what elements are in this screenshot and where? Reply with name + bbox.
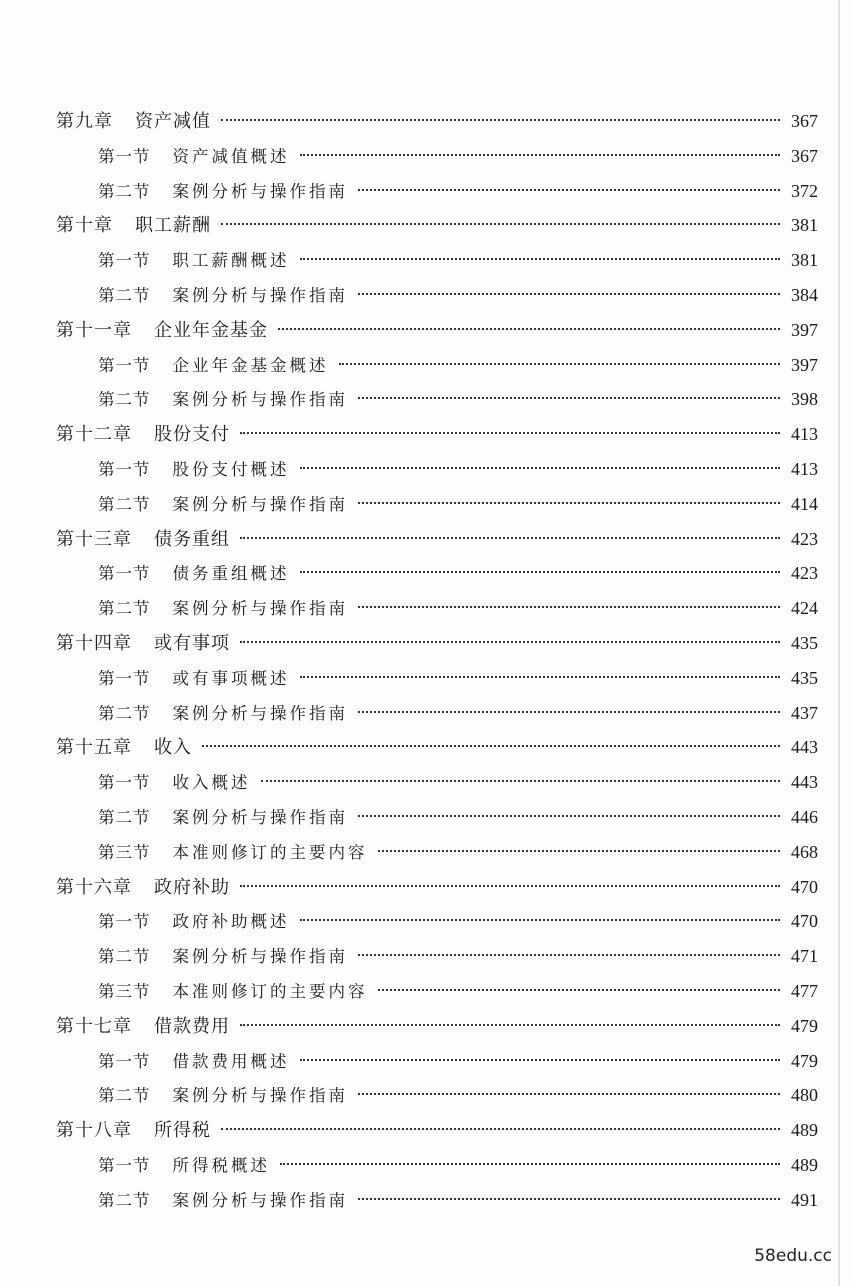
chapter-number: 第十二章 bbox=[56, 424, 132, 446]
page-number: 384 bbox=[791, 284, 818, 305]
page-number: 471 bbox=[791, 946, 818, 967]
section-title: 债务重组概述 bbox=[172, 564, 290, 584]
dot-leader bbox=[300, 154, 781, 156]
page-number: 381 bbox=[791, 215, 818, 236]
toc-section-row[interactable] bbox=[56, 1044, 818, 1079]
toc-chapter-row[interactable] bbox=[56, 1113, 818, 1148]
section-number: 第二节 bbox=[98, 181, 151, 201]
section-number: 第三节 bbox=[98, 842, 151, 862]
section-title: 本准则修订的主要内容 bbox=[172, 842, 368, 862]
dot-leader bbox=[261, 780, 781, 782]
section-number: 第二节 bbox=[98, 1190, 151, 1210]
chapter-title: 借款费用 bbox=[154, 1015, 230, 1037]
toc-section-row[interactable] bbox=[56, 661, 818, 696]
toc-section-row[interactable] bbox=[56, 452, 818, 487]
chapter-title: 职工薪酬 bbox=[135, 215, 211, 237]
dot-leader bbox=[358, 954, 780, 956]
section-number: 第二节 bbox=[98, 599, 151, 619]
toc-chapter-row[interactable] bbox=[56, 522, 818, 557]
dot-leader bbox=[378, 850, 781, 852]
page-number: 477 bbox=[791, 980, 818, 1001]
section-number: 第二节 bbox=[98, 390, 151, 410]
section-title: 案例分析与操作指南 bbox=[172, 494, 348, 514]
page-edge-line bbox=[838, 0, 840, 1286]
dot-leader bbox=[358, 293, 780, 295]
dot-leader bbox=[339, 363, 781, 365]
toc-section-row[interactable] bbox=[56, 139, 818, 174]
dot-leader bbox=[300, 258, 781, 260]
section-number: 第二节 bbox=[98, 494, 151, 514]
section-number: 第三节 bbox=[98, 981, 151, 1001]
dot-leader bbox=[240, 885, 780, 887]
section-title: 案例分析与操作指南 bbox=[172, 285, 348, 305]
page-number: 367 bbox=[791, 111, 818, 131]
page-number: 372 bbox=[791, 180, 818, 201]
chapter-title: 或有事项 bbox=[154, 632, 230, 654]
dot-leader bbox=[358, 711, 780, 713]
section-number: 第一节 bbox=[98, 146, 151, 166]
section-title: 企业年金基金概述 bbox=[172, 355, 329, 375]
toc-chapter-row[interactable] bbox=[56, 313, 818, 348]
page-number: 443 bbox=[791, 737, 818, 758]
section-title: 借款费用概述 bbox=[172, 1051, 290, 1071]
dot-leader bbox=[280, 1163, 780, 1165]
chapter-number: 第九章 bbox=[56, 111, 113, 132]
toc-section-row[interactable] bbox=[56, 939, 818, 974]
toc-section-row[interactable] bbox=[56, 556, 818, 591]
dot-leader bbox=[358, 1093, 780, 1095]
chapter-title: 资产减值 bbox=[135, 111, 211, 132]
section-title: 案例分析与操作指南 bbox=[172, 807, 348, 827]
dot-leader bbox=[240, 1024, 780, 1026]
toc-section-row[interactable] bbox=[56, 243, 818, 278]
chapter-title: 收入 bbox=[154, 737, 192, 759]
dot-leader bbox=[221, 223, 780, 225]
section-title: 案例分析与操作指南 bbox=[172, 1086, 348, 1106]
section-title: 资产减值概述 bbox=[172, 146, 290, 166]
chapter-number: 第十八章 bbox=[56, 1120, 132, 1142]
toc-chapter-row[interactable] bbox=[56, 417, 818, 452]
page-number: 424 bbox=[791, 598, 818, 619]
page-number: 413 bbox=[791, 424, 818, 445]
chapter-number: 第十五章 bbox=[56, 737, 132, 759]
dot-leader bbox=[240, 432, 780, 434]
chapter-number: 第十三章 bbox=[56, 528, 132, 550]
chapter-title: 股份支付 bbox=[154, 424, 230, 446]
section-title: 案例分析与操作指南 bbox=[172, 947, 348, 967]
dot-leader bbox=[358, 502, 780, 504]
toc-section-row[interactable] bbox=[56, 1148, 818, 1183]
section-number: 第一节 bbox=[98, 1155, 151, 1175]
dot-leader bbox=[300, 1059, 781, 1061]
section-number: 第二节 bbox=[98, 285, 151, 305]
page-number: 479 bbox=[791, 1015, 818, 1036]
page-number: 443 bbox=[791, 772, 818, 793]
section-title: 股份支付概述 bbox=[172, 459, 290, 479]
section-number: 第一节 bbox=[98, 668, 151, 688]
section-title: 收入概述 bbox=[172, 773, 251, 793]
section-number: 第一节 bbox=[98, 355, 151, 375]
section-title: 所得税概述 bbox=[172, 1155, 270, 1175]
page-number: 489 bbox=[791, 1120, 818, 1141]
dot-leader bbox=[300, 919, 781, 921]
page-number: 468 bbox=[791, 841, 818, 862]
dot-leader bbox=[358, 189, 780, 191]
page-number: 491 bbox=[791, 1189, 818, 1210]
toc-section-row[interactable] bbox=[56, 904, 818, 939]
page-number: 414 bbox=[791, 493, 818, 514]
page-number: 437 bbox=[791, 702, 818, 723]
section-number: 第二节 bbox=[98, 703, 151, 723]
dot-leader bbox=[278, 328, 780, 330]
toc-section-row[interactable] bbox=[56, 800, 818, 835]
toc-chapter-row[interactable] bbox=[56, 104, 818, 139]
section-number: 第二节 bbox=[98, 1086, 151, 1106]
page-number: 470 bbox=[791, 876, 818, 897]
chapter-title: 债务重组 bbox=[154, 528, 230, 550]
section-number: 第一节 bbox=[98, 912, 151, 932]
page-number: 489 bbox=[791, 1154, 818, 1175]
toc-section-row[interactable] bbox=[56, 974, 818, 1009]
page-number: 397 bbox=[791, 354, 818, 375]
page-number: 423 bbox=[791, 563, 818, 584]
page-number: 470 bbox=[791, 911, 818, 932]
toc-section-row[interactable] bbox=[56, 696, 818, 731]
toc-section-row[interactable] bbox=[56, 382, 818, 417]
section-title: 或有事项概述 bbox=[172, 668, 290, 688]
chapter-number: 第十一章 bbox=[56, 319, 132, 341]
toc-section-row[interactable] bbox=[56, 174, 818, 209]
section-title: 案例分析与操作指南 bbox=[172, 390, 348, 410]
chapter-number: 第十七章 bbox=[56, 1015, 132, 1037]
toc-chapter-row[interactable] bbox=[56, 1009, 818, 1044]
dot-leader bbox=[300, 676, 781, 678]
chapter-title: 政府补助 bbox=[154, 876, 230, 898]
dot-leader bbox=[221, 119, 780, 121]
chapter-number: 第十四章 bbox=[56, 632, 132, 654]
toc-chapter-row[interactable] bbox=[56, 626, 818, 661]
page-number: 435 bbox=[791, 632, 818, 653]
page-number: 423 bbox=[791, 528, 818, 549]
section-number: 第二节 bbox=[98, 947, 151, 967]
dot-leader bbox=[358, 1198, 780, 1200]
section-title: 职工薪酬概述 bbox=[172, 251, 290, 271]
dot-leader bbox=[358, 606, 780, 608]
watermark: 58edu.cc bbox=[754, 1246, 832, 1266]
toc-chapter-row[interactable] bbox=[56, 730, 818, 765]
dot-leader bbox=[240, 537, 780, 539]
chapter-number: 第十章 bbox=[56, 215, 113, 237]
page-number: 367 bbox=[791, 145, 818, 166]
toc-section-row[interactable] bbox=[56, 348, 818, 383]
page-number: 413 bbox=[791, 458, 818, 479]
section-number: 第一节 bbox=[98, 564, 151, 584]
page-number: 397 bbox=[791, 319, 818, 340]
toc-section-row[interactable] bbox=[56, 765, 818, 800]
page-number: 480 bbox=[791, 1085, 818, 1106]
section-number: 第一节 bbox=[98, 251, 151, 271]
dot-leader bbox=[202, 745, 780, 747]
page-number: 398 bbox=[791, 389, 818, 410]
toc-chapter-row[interactable] bbox=[56, 208, 818, 243]
toc-section-row[interactable] bbox=[56, 591, 818, 626]
section-number: 第一节 bbox=[98, 459, 151, 479]
table-of-contents bbox=[56, 104, 818, 1218]
section-title: 案例分析与操作指南 bbox=[172, 1190, 348, 1210]
chapter-number: 第十六章 bbox=[56, 876, 132, 898]
section-title: 政府补助概述 bbox=[172, 912, 290, 932]
section-title: 本准则修订的主要内容 bbox=[172, 981, 368, 1001]
toc-chapter-row[interactable] bbox=[56, 870, 818, 905]
toc-section-row[interactable] bbox=[56, 1078, 818, 1113]
dot-leader bbox=[221, 1128, 780, 1130]
page-number: 446 bbox=[791, 806, 818, 827]
section-title: 案例分析与操作指南 bbox=[172, 703, 348, 723]
toc-section-row[interactable] bbox=[56, 835, 818, 870]
dot-leader bbox=[378, 989, 781, 991]
section-title: 案例分析与操作指南 bbox=[172, 181, 348, 201]
toc-section-row[interactable] bbox=[56, 278, 818, 313]
dot-leader bbox=[240, 641, 780, 643]
section-number: 第二节 bbox=[98, 807, 151, 827]
dot-leader bbox=[358, 397, 780, 399]
section-number: 第一节 bbox=[98, 773, 151, 793]
page-number: 435 bbox=[791, 667, 818, 688]
dot-leader bbox=[300, 467, 781, 469]
page-number: 381 bbox=[791, 250, 818, 271]
toc-section-row[interactable] bbox=[56, 1183, 818, 1218]
dot-leader bbox=[300, 571, 781, 573]
page-number: 479 bbox=[791, 1050, 818, 1071]
chapter-title: 企业年金基金 bbox=[154, 319, 268, 341]
section-number: 第一节 bbox=[98, 1051, 151, 1071]
toc-section-row[interactable] bbox=[56, 487, 818, 522]
dot-leader bbox=[358, 815, 780, 817]
chapter-title: 所得税 bbox=[154, 1120, 211, 1142]
section-title: 案例分析与操作指南 bbox=[172, 599, 348, 619]
